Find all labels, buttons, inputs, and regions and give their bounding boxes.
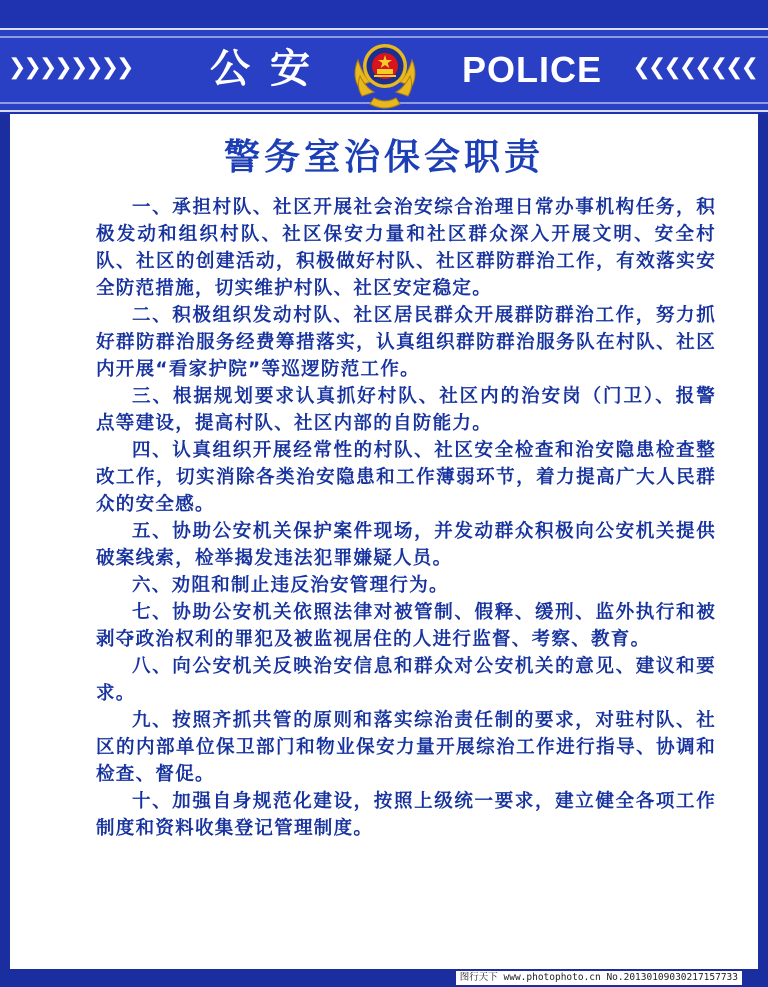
duty-item: 六、劝阻和制止违反治安管理行为。 bbox=[132, 575, 449, 596]
header-english-label: POLICE bbox=[462, 49, 603, 90]
duty-item: 三、根据规划要求认真抓好村队、社区内的治安岗（门卫）、报警点等建设，提高村队、社区内部的自防能力。 bbox=[96, 386, 716, 434]
duty-item: 八、向公安机关反映治安信息和群众对公安机关的意见、建议和要求。 bbox=[96, 656, 716, 704]
header-chinese-label: 公安 bbox=[210, 46, 330, 92]
duty-item: 一、承担村队、社区开展社会治安综合治理日常办事机构任务，积极发动和组织村队、社区保安力量和社区群众深入开展文明、安全村队、社区的创建活动，积极做好村队、社区群防群治工作，有效落实安全防范措施，切实维护村队、社区安定稳定。 bbox=[96, 197, 716, 299]
chevron-right-decoration: ❯❯❯❯❯❯❯❯ bbox=[8, 55, 132, 80]
duty-item: 四、认真组织开展经常性的村队、社区安全检查和治安隐患检查整改工作，切实消除各类治安隐患和工作薄弱环节，着力提高广大人民群众的安全感。 bbox=[96, 440, 716, 515]
duty-item: 七、协助公安机关依照法律对被管制、假释、缓刑、监外执行和被剥夺政治权利的罪犯及被监视居住的人进行监督、考察、教育。 bbox=[96, 602, 716, 650]
chevron-left-decoration: ❮❮❮❮❮❮❮❮ bbox=[632, 55, 756, 80]
document-panel bbox=[10, 114, 758, 969]
duty-item: 九、按照齐抓共管的原则和落实综治责任制的要求，对驻村队、社区的内部单位保卫部门和物业保安力量开展综治工作进行指导、协调和检查、督促。 bbox=[96, 710, 716, 785]
duty-item: 五、协助公安机关保护案件现场，并发动群众积极向公安机关提供破案线索，检举揭发违法犯罪嫌疑人员。 bbox=[96, 521, 716, 569]
police-emblem-icon bbox=[350, 34, 420, 114]
header-bar bbox=[0, 0, 768, 114]
duty-item: 二、积极组织发动村队、社区居民群众开展群防群治工作，努力抓好群防群治服务经费筹措落实，认真组织群防群治服务队在村队、社区内开展“看家护院”等巡逻防范工作。 bbox=[96, 305, 716, 380]
document-title: 警务室治保会职责 bbox=[223, 137, 544, 178]
source-watermark: 图行天下 www.photophoto.cn No.20130109030217157733 bbox=[456, 971, 742, 985]
duties-list bbox=[96, 194, 716, 842]
duty-item: 十、加强自身规范化建设，按照上级统一要求，建立健全各项工作制度和资料收集登记管理制度。 bbox=[96, 791, 716, 839]
